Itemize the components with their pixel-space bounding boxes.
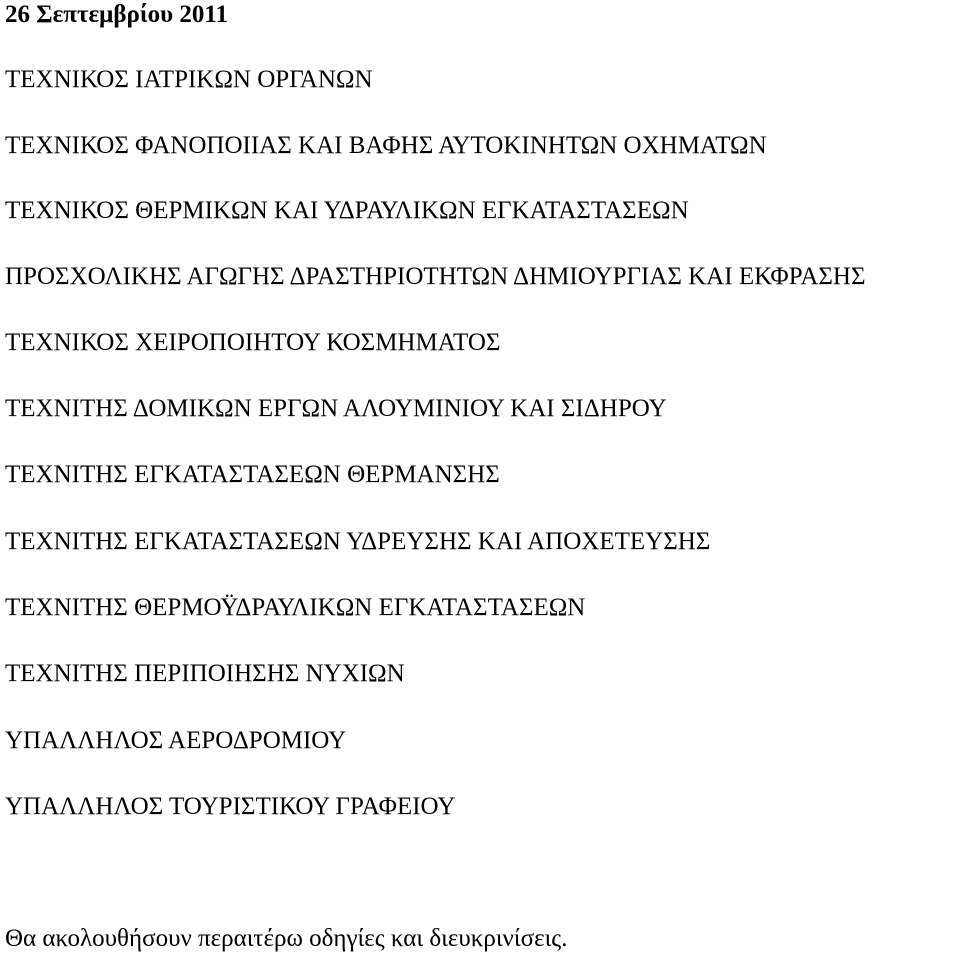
specialty-item: ΤΕΧΝΙΚΟΣ ΧΕΙΡΟΠΟΙΗΤΟΥ ΚΟΣΜΗΜΑΤΟΣ (5, 329, 501, 356)
specialty-item: ΠΡΟΣΧΟΛΙΚΗΣ ΑΓΩΓΗΣ ΔΡΑΣΤΗΡΙΟΤΗΤΩΝ ΔΗΜΙΟΥΡΓΙΑΣ ΚΑΙ ΕΚΦΡΑΣΗΣ (5, 263, 866, 290)
specialty-item: ΥΠΑΛΛΗΛΟΣ ΤΟΥΡΙΣΤΙΚΟΥ ΓΡΑΦΕΙΟΥ (5, 793, 456, 820)
specialty-item: ΤΕΧΝΙΤΗΣ ΕΓΚΑΤΑΣΤΑΣΕΩΝ ΘΕΡΜΑΝΣΗΣ (5, 461, 500, 488)
specialty-item: ΤΕΧΝΙΤΗΣ ΘΕΡΜΟΫΔΡΑΥΛΙΚΩΝ ΕΓΚΑΤΑΣΤΑΣΕΩΝ (5, 594, 586, 621)
document-date: 26 Σεπτεμβρίου 2011 (5, 1, 228, 28)
specialty-item: ΤΕΧΝΙΤΗΣ ΕΓΚΑΤΑΣΤΑΣΕΩΝ ΥΔΡΕΥΣΗΣ ΚΑΙ ΑΠΟΧΕΤΕΥΣΗΣ (5, 528, 711, 555)
specialty-item: ΤΕΧΝΙΤΗΣ ΠΕΡΙΠΟΙΗΣΗΣ ΝΥΧΙΩΝ (5, 660, 405, 687)
specialty-item: ΥΠΑΛΛΗΛΟΣ ΑΕΡΟΔΡΟΜΙΟΥ (5, 727, 347, 754)
closing-note: Θα ακολουθήσουν περαιτέρω οδηγίες και διευκρινίσεις. (5, 925, 568, 952)
specialty-item: ΤΕΧΝΙΚΟΣ ΙΑΤΡΙΚΩΝ ΟΡΓΑΝΩΝ (5, 66, 373, 93)
specialty-item: ΤΕΧΝΙΤΗΣ ΔΟΜΙΚΩΝ ΕΡΓΩΝ ΑΛΟΥΜΙΝΙΟΥ ΚΑΙ ΣΙΔΗΡΟΥ (5, 395, 667, 422)
specialty-item: ΤΕΧΝΙΚΟΣ ΘΕΡΜΙΚΩΝ ΚΑΙ ΥΔΡΑΥΛΙΚΩΝ ΕΓΚΑΤΑΣΤΑΣΕΩΝ (5, 197, 689, 224)
specialty-item: ΤΕΧΝΙΚΟΣ ΦΑΝΟΠΟΙΙΑΣ ΚΑΙ ΒΑΦΗΣ ΑΥΤΟΚΙΝΗΤΩΝ ΟΧΗΜΑΤΩΝ (5, 132, 767, 159)
